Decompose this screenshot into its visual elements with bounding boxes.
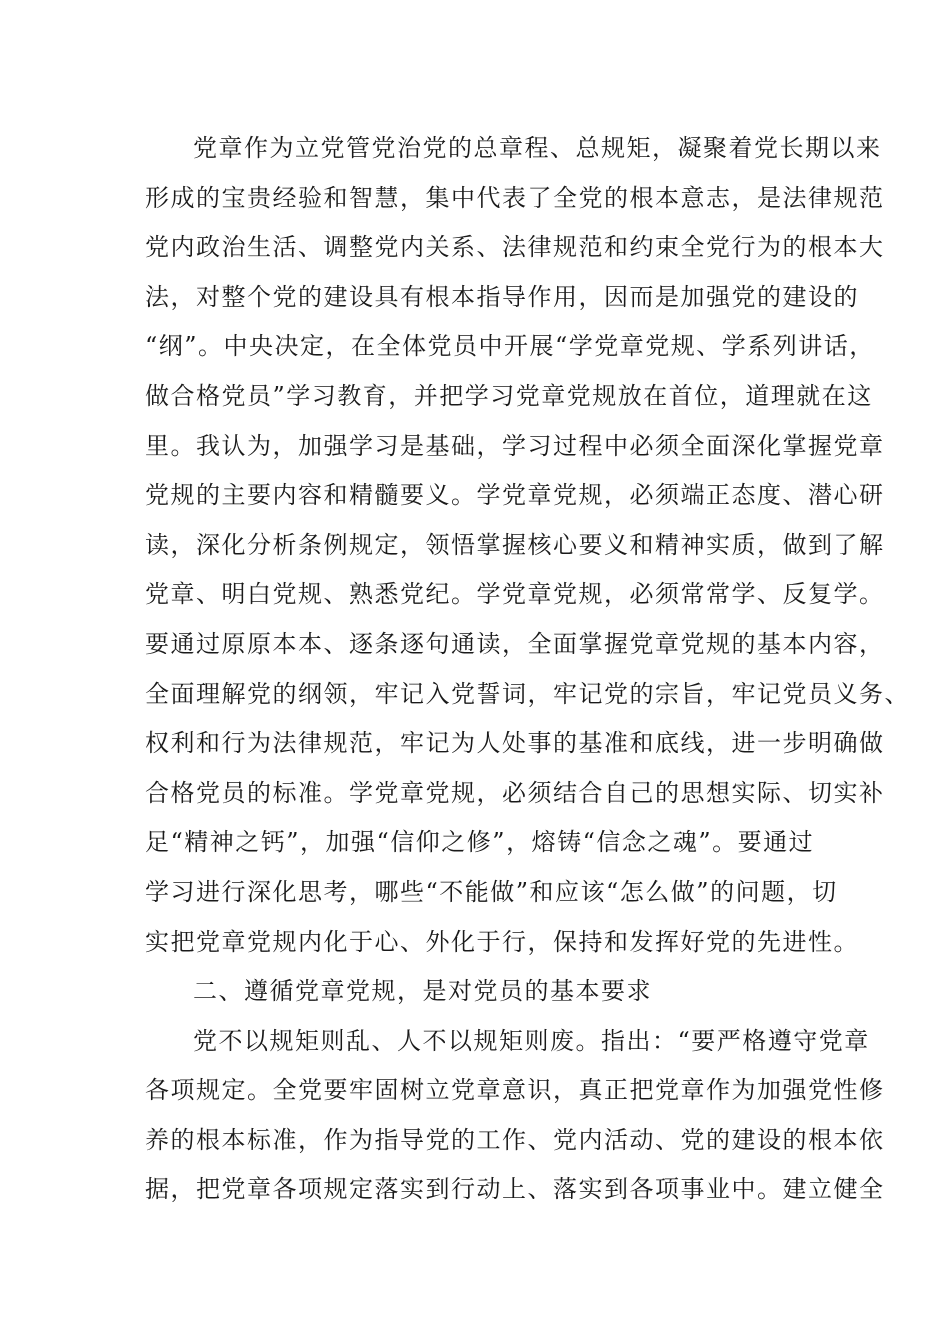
document-body — [145, 124, 910, 1215]
text-line: 党内政治生活、调整党内关系、法律规范和约束全党行为的根本大 — [145, 233, 885, 262]
text-line: 合格党员的标准。学党章党规，必须结合自己的思想实际、切实补 — [145, 778, 885, 807]
text-line: 实把党章党规内化于心、外化于行，保持和发挥好党的先进性。 — [145, 927, 859, 956]
text-line: 里。我认为，加强学习是基础，学习过程中必须全面深化掌握党章 — [145, 431, 885, 460]
text-line: 全面理解党的纲领，牢记入党誓词，牢记党的宗旨，牢记党员义务、 — [145, 679, 910, 708]
text-line: 要通过原原本本、逐条逐句通读，全面掌握党章党规的基本内容， — [145, 629, 885, 658]
text-line: 学习进行深化思考，哪些“不能做”和应该“怎么做”的问题，切 — [145, 877, 838, 906]
text-line: 党规的主要内容和精髓要义。学党章党规，必须端正态度、潜心研 — [145, 481, 885, 510]
text-line: 足“精神之钙”，加强“信仰之修”，熔铸“信念之魂”。要通过 — [145, 828, 815, 857]
text-line: 读，深化分析条例规定，领悟掌握核心要义和精神实质，做到了解 — [145, 530, 885, 559]
text-line: 法，对整个党的建设具有根本指导作用，因而是加强党的建设的 — [145, 282, 859, 311]
text-line: 养的根本标准，作为指导党的工作、党内活动、党的建设的根本依 — [145, 1125, 885, 1154]
text-line: 党章、明白党规、熟悉党纪。学党章党规，必须常常学、反复学。 — [145, 580, 885, 609]
text-line: 形成的宝贵经验和智慧，集中代表了全党的根本意志，是法律规范 — [145, 183, 885, 212]
text-line: 党不以规矩则乱、人不以规矩则废。指出：“要严格遵守党章 — [193, 1026, 870, 1055]
text-line: 权利和行为法律规范，牢记为人处事的基准和底线，进一步明确做 — [145, 729, 885, 758]
text-line: 据，把党章各项规定落实到行动上、落实到各项事业中。建立健全 — [145, 1175, 885, 1204]
text-line: 做合格党员”学习教育，并把学习党章党规放在首位，道理就在这 — [145, 381, 873, 410]
text-line: 党章作为立党管党治党的总章程、总规矩，凝聚着党长期以来 — [193, 134, 882, 162]
text-line: “纲”。中央决定，在全体党员中开展“学党章党规、学系列讲话， — [145, 332, 875, 361]
text-line: 各项规定。全党要牢固树立党章意识，真正把党章作为加强党性修 — [145, 1076, 885, 1105]
section-heading: 二、遵循党章党规，是对党员的基本要求 — [193, 977, 652, 1006]
